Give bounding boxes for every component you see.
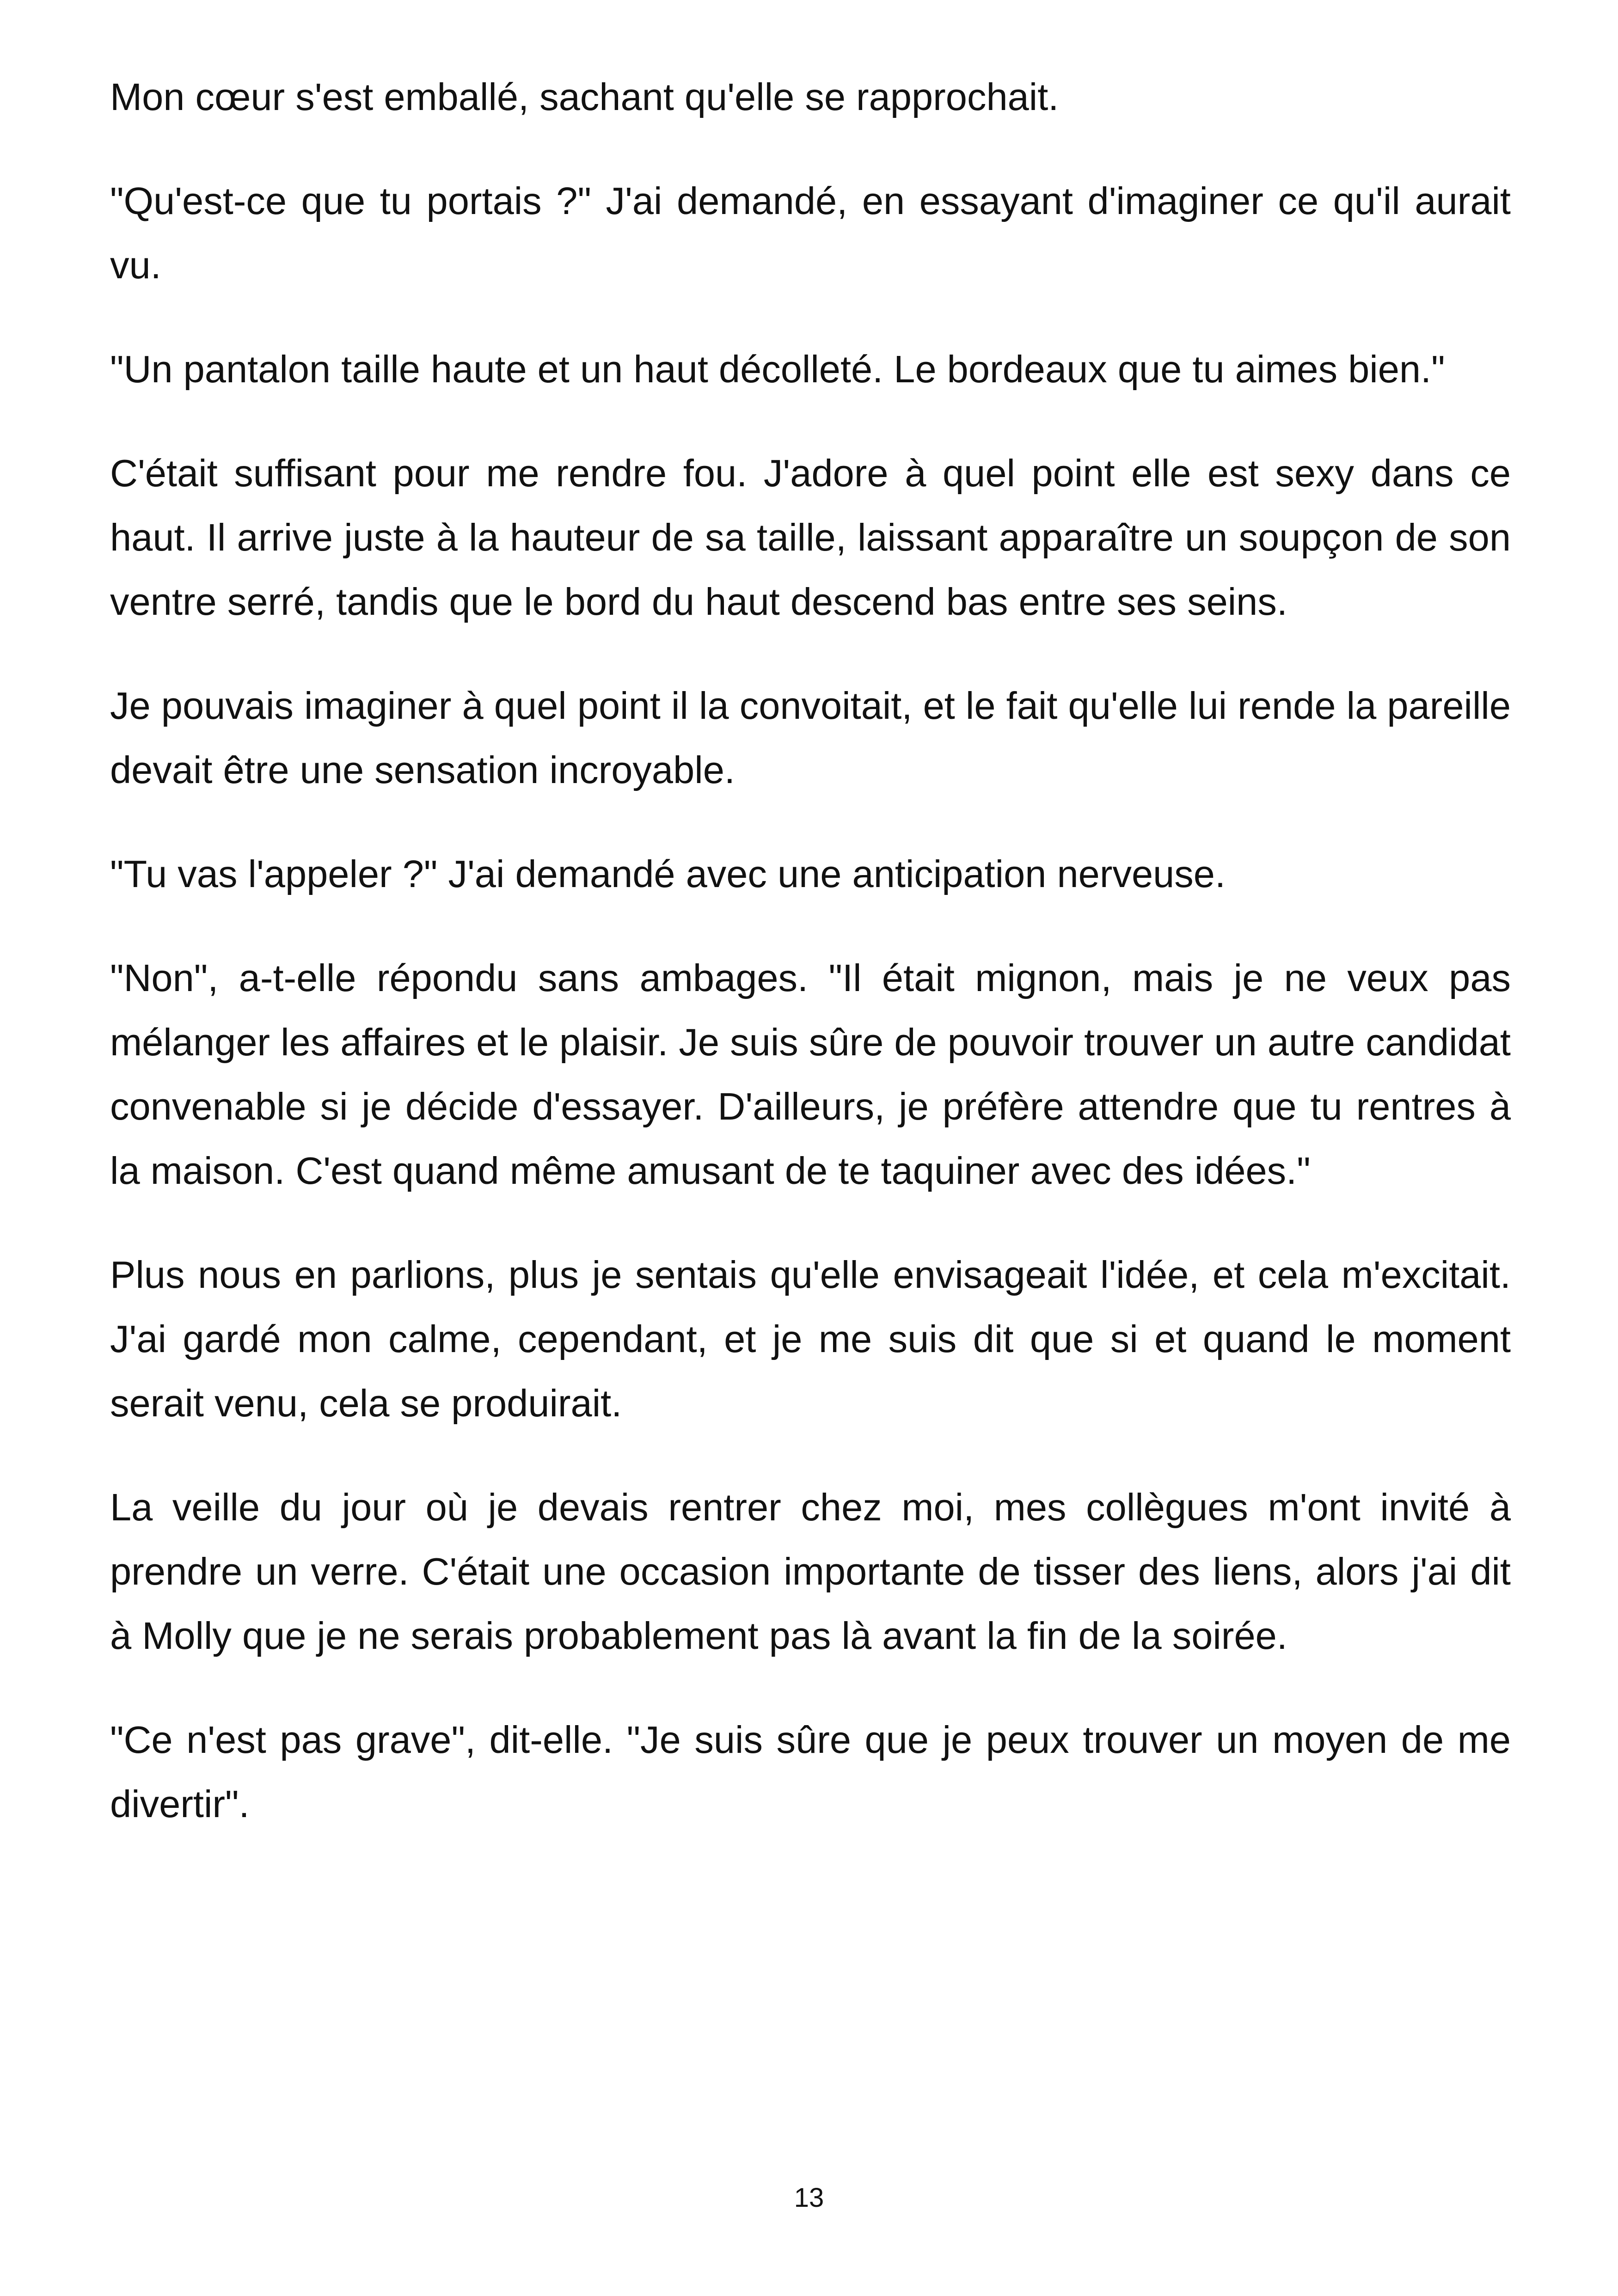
paragraph-8: Plus nous en parlions, plus je sentais qu'elle envisageait l'idée, et cela m'excitait. J'ai gardé mon calme, cependant, et je me suis dit que si et quand le moment serait venu, cela se produirait. [110, 1253, 1511, 1425]
paragraph-10: "Ce n'est pas grave", dit-elle. "Je suis sûre que je peux trouver un moyen de me divertir". [110, 1718, 1511, 1825]
paragraph-6: "Tu vas l'appeler ?" J'ai demandé avec une anticipation nerveuse. [110, 852, 1226, 895]
paragraph-3: "Un pantalon taille haute et un haut décolleté. Le bordeaux que tu aimes bien." [110, 348, 1445, 391]
paragraph-5: Je pouvais imaginer à quel point il la convoitait, et le fait qu'elle lui rende la pareille devait être une sensation incroyable. [110, 684, 1511, 791]
paragraph-9: La veille du jour où je devais rentrer chez moi, mes collègues m'ont invité à prendre un verre. C'était une occasion importante de tisser des liens, alors j'ai dit à Molly que je ne serais probablement pas là avant la fin de la soirée. [110, 1486, 1511, 1657]
paragraph-2: "Qu'est-ce que tu portais ?" J'ai demandé, en essayant d'imaginer ce qu'il aurait vu. [110, 179, 1511, 287]
page-number: 13 [794, 2183, 824, 2213]
paragraph-4: C'était suffisant pour me rendre fou. J'adore à quel point elle est sexy dans ce haut. Il arrive juste à la hauteur de sa taille, laissant apparaître un soupçon de son ventre serré, tandis que le bord du haut descend bas entre ses seins. [110, 452, 1511, 623]
paragraph-1: Mon cœur s'est emballé, sachant qu'elle se rapprochait. [110, 75, 1059, 118]
page-body-text [110, 65, 1511, 1876]
paragraph-7: "Non", a-t-elle répondu sans ambages. "Il était mignon, mais je ne veux pas mélanger les affaires et le plaisir. Je suis sûre de pouvoir trouver un autre candidat convenable si je décide d'essayer. D'ailleurs, je préfère attendre que tu rentres à la maison. C'est quand même amusant de te taquiner avec des idées." [110, 956, 1511, 1192]
